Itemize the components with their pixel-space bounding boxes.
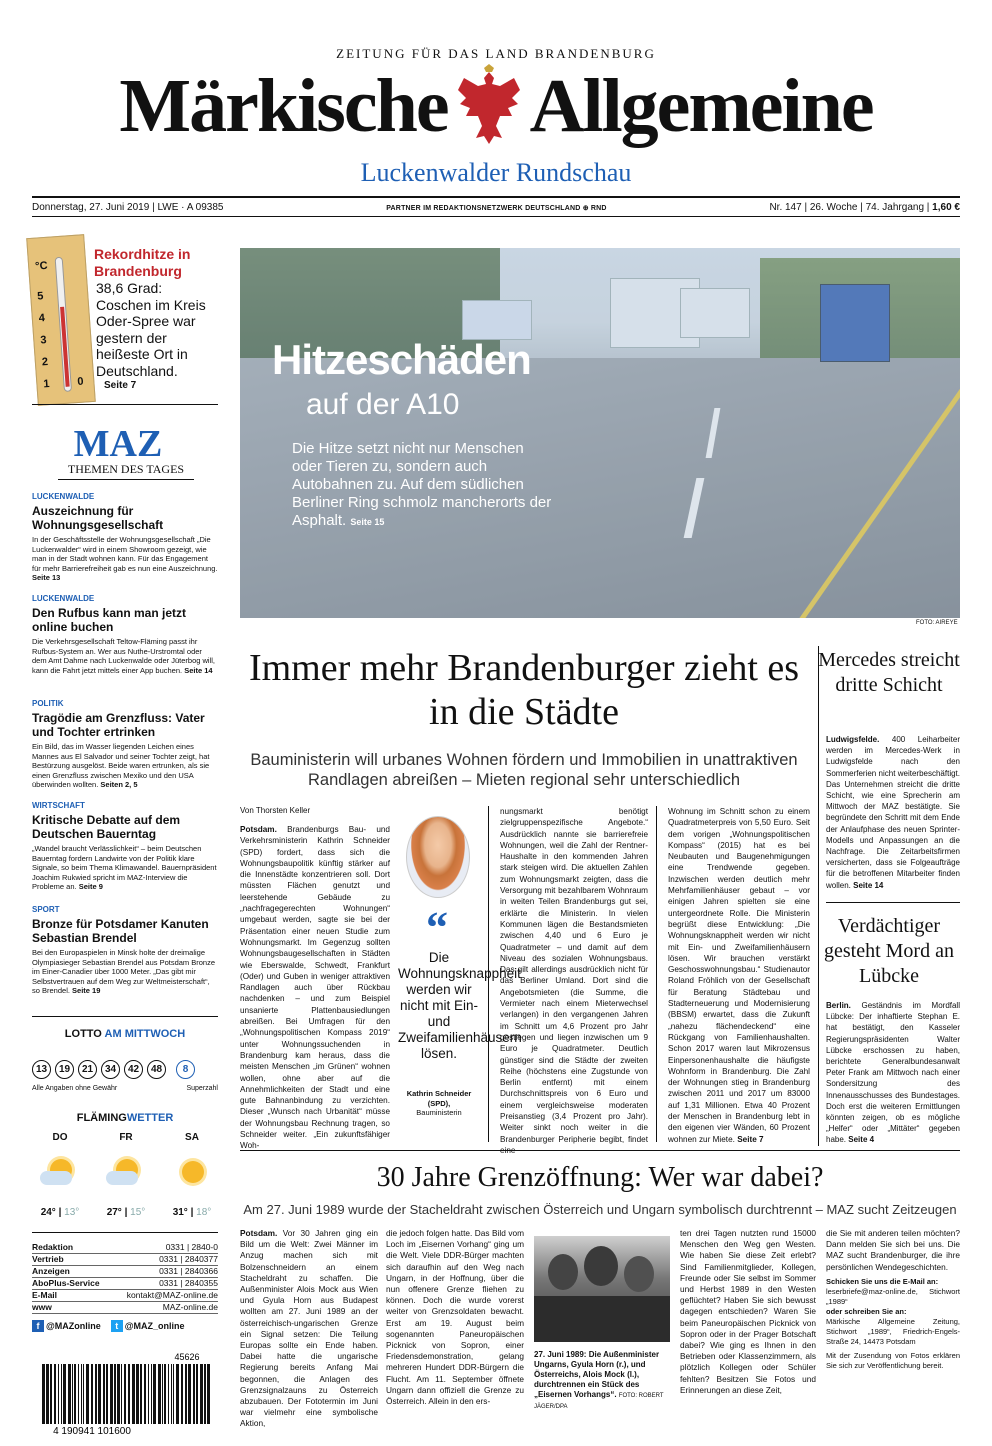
bottom-column-3: ten drei Tagen nutzten rund 15000 Menschen den Weg gen Westen. Wie haben Sie diese Zeit erlebt? Sind Familienmitglieder, Kollegen, Freunde oder Sie selbst im Sommer und Herbst 1989 in den Westen geflüchtet? Haben Sie sich bewusst dagegen entschieden? Waren Sie beim Paneuropäischen Picknick von Sopron oder in der Prager Botschaft dabei? Wie ging es Ihnen in den Betrieben oder Klassenzimmern, als plötzlich Kollegen oder Schüler fehlten? Besitzen Sie Fotos und Erinnerungen an diese Zeit, bbox=[680, 1228, 816, 1395]
weather-day: FR 27° | 15° bbox=[106, 1132, 146, 1218]
weather-day: SA 31° | 18° bbox=[172, 1132, 212, 1218]
thermometer-icon: °C 5 4 3 2 1 0 bbox=[26, 234, 96, 406]
heat-teaser-text: 38,6 Grad: Coschen im Kreis Oder-Spree war gestern der heißeste Ort in Deutschland. bbox=[96, 280, 206, 379]
facebook-icon: f bbox=[32, 1320, 44, 1332]
themen-item[interactable] bbox=[32, 492, 218, 583]
lead-column-1: Potsdam. Brandenburgs Bau- und Verkehrsministerin Kathrin Schneider (SPD) fordert, dass sich die Wohnungsbaupolitik künftig stärker auf die Innenstädte konzentrieren soll. Dort müssten Flächen genutzt und leerstehende Gebäude zu „nachfragegerechten Wohnungen“ umgebaut werden, sagte sie bei der Präsentation einer neuen Studie zum Wohnungsmarkt. Im Gegenzug sollten Wohnungsbaugesellschaften in Städten wie Eberswalde, Schwedt, Frankfurt (Oder) und Guben in weniger attraktiven Randlagen auch über Rückbau nachdenken – und zum Beispiel unsanierte Plattenbausiedlungen abreißen. Bei Umfragen für den „Wohnungspolitischen Kompass 2019“ unter Wohnungssuchenden in Brandenburg kam heraus, dass die meisten Menschen „im Grünen“ wohnen wollen, ohne aber auf die Annehmlichkeiten der Stadt und eine gute Bahnanbindung zu verzichten. Dieser „Wunsch nach Urbanität“ müsse der Wohnungsbau Rechnung tragen, so Schneider weiter. „Ein zukunftsfähiger Woh- bbox=[240, 825, 390, 1151]
bottom-deck: Am 27. Juni 1989 wurde der Stacheldraht zwischen Österreich und Ungarn symbolisch durchtrennt – MAZ sucht Zeitzeugen bbox=[243, 1202, 957, 1217]
dateline: Donnerstag, 27. Juni 2019 | LWE · A 09385 PARTNER IM REDAKTIONSNETZWERK DEUTSCHLAND ⊕ RND Nr. 147 | 26. Woche | 74. Jahrgang | 1,60 € bbox=[32, 202, 960, 213]
lead-deck: Bauministerin will urbanes Wohnen fördern und Immobilien in unattraktiven Randlagen abreißen – Mieten regional sehr unterschiedlich bbox=[250, 751, 798, 789]
sun-cloud-icon bbox=[40, 1155, 80, 1189]
divider bbox=[656, 806, 657, 1142]
price: 1,60 € bbox=[932, 202, 960, 213]
masthead-tagline: ZEITUNG FÜR DAS LAND BRANDENBURG bbox=[336, 46, 656, 61]
item-page: Seiten 2, 5 bbox=[100, 780, 138, 789]
masthead-subtitle: Luckenwalder Rundschau bbox=[360, 158, 632, 187]
mercedes-headline[interactable]: Mercedes streicht dritte Schicht bbox=[818, 649, 960, 696]
quote-attribution: Kathrin Schneider (SPD), Bauministerin bbox=[406, 1089, 472, 1117]
lotto-ball: 19 bbox=[55, 1060, 74, 1079]
barcode bbox=[32, 1350, 218, 1438]
issue-number: Nr. 147 bbox=[769, 202, 802, 213]
barcode-top: 45626 bbox=[174, 1352, 200, 1362]
rubric: POLITIK bbox=[32, 699, 64, 708]
barcode-bottom: 4 190941 101600 bbox=[53, 1426, 131, 1437]
bottom-column-4: die Sie mit anderen teilen möchten? Dann melden Sie sich bei uns. Die MAZ sucht Brandenburger, die ihre persönlichen Wendegeschichten. Schicken Sie uns die E-Mail an: leserbriefe@maz-online.de, Stichwort „1989“ oder schreiben Sie an: Märkische Allgemeine Zeitung, Stichwort „1989“, Friedrich-Engels-Straße 24, 14473 Potsdam Mit der Zusendung von Fotos erklären Sie sich zur Veröffentlichung bereit. bbox=[826, 1228, 960, 1370]
item-page: Seite 14 bbox=[184, 665, 213, 675]
luebcke-text: Berlin. Geständnis im Mordfall Lübcke: Der inhaftierte Stephan E. hat bestätigt, den Kasseler Regierungspräsidenten Walter Lübcke erschossen zu haben, berichtete Generalbundesanwalt Peter Frank am Mittwoch nach einer Sondersitzung des Innenausschusses des Bundestages. Doch erst die weiteren Ermittlungen könnten zeigen, ob es mögliche „Helfer“ oder „Mittäter“ gegeben habe. Seite 4 bbox=[826, 1001, 960, 1145]
date: Donnerstag, 27. Juni 2019 bbox=[32, 202, 150, 213]
divider bbox=[488, 806, 489, 1142]
lotto-ball: 48 bbox=[147, 1060, 166, 1079]
mercedes-text: Ludwigsfelde. 400 Leiharbeiter werden im Mercedes-Werk in Ludwigsfelde nach den Sommerferien nicht weiterbeschäftigt. Das Unternehmen streicht die dritte Schicht, wie eine Sprecherin am Mittwoch der MAZ bestätigte. Sie begründete den Schritt mit dem Ende der Anlaufphase des neuen Sprinter-Modells und Anpassungen an die Nachfrage. Die Zeitarbeitsfirmen versicherten, dass sie Folgeaufträge für die betroffenen Mitarbeiter finden wollen. Seite 14 bbox=[826, 735, 960, 890]
themen-item[interactable] bbox=[32, 594, 218, 675]
bottom-column-1: Potsdam. Vor 30 Jahren ging ein Bild um die Welt: Zwei Männer im Anzug machen sich mit Bolzenschneidern an einem Stacheldraht zu schaffen. Die Außenminister Alois Mock aus Wien und Gyula Horn aus Budapest wollten am 27. Juni 1989 an der österreichisch-ungarischen Grenze ein Signal setzen: Die Teilung Europas sollte ein Ende haben. Dabei hatte die ungarische Regierung bereits Anfang Mai begonnen, die Anlagen des Grenzsignalzauns zu Österreich abzubauen. Der Fototermin im Juni war vielmehr eine symbolische Aktion, bbox=[240, 1228, 379, 1429]
twitter-link[interactable]: t @MAZ_online bbox=[111, 1320, 185, 1332]
masthead-title bbox=[0, 58, 992, 154]
item-page: Seite 19 bbox=[72, 986, 101, 995]
lotto-ball: 34 bbox=[101, 1060, 120, 1079]
item-headline[interactable]: Den Rufbus kann man jetzt online buchen bbox=[32, 606, 187, 634]
rubric: SPORT bbox=[32, 905, 60, 914]
photo-caption: 27. Juni 1989: Die Außenminister Ungarns, Gyula Horn (r.), und Österreichs, Alois Mock (l.), durchtrennen ein Stück des „Eisernen Vorhangs“. FOTO: ROBERT JÄGER/DPA bbox=[534, 1350, 664, 1410]
sun-icon bbox=[172, 1155, 212, 1189]
week: 26. Woche bbox=[809, 202, 858, 213]
divider bbox=[240, 1150, 960, 1151]
heat-teaser-headline[interactable]: Rekordhitze in Brandenburg bbox=[94, 246, 191, 279]
lotto-title: LOTTO AM MITTWOCH bbox=[64, 1028, 186, 1040]
hero-subtitle: auf der A10 bbox=[306, 388, 460, 421]
rubric: LUCKENWALDE bbox=[32, 594, 95, 603]
email-link[interactable]: kontakt@MAZ-online.de bbox=[126, 1290, 218, 1300]
weather-day: DO 24° | 13° bbox=[40, 1132, 80, 1218]
item-text: Bei den Europaspielen in Minsk holte der dreimalige Olympiasieger Sebastian Brendel aus Potsdam Bronze im Einer-Canadier über 1000 Meter. „Das gibt mir Selbstvertrauen auf dem Weg zur Weltmeisterschaft“, so Brendel. bbox=[32, 948, 216, 995]
divider bbox=[826, 902, 960, 903]
themen-item[interactable] bbox=[32, 699, 218, 790]
divider bbox=[32, 1232, 218, 1233]
item-page: Seite 13 bbox=[32, 573, 61, 582]
portrait-photo bbox=[406, 816, 470, 898]
lead-column-2: nungsmarkt benötigt zielgruppenspezifische Angebote.“ Ausdrücklich nannte sie barrierefreie Wohnungen, weil die Zahl der Rentner-Haushalte in den kommenden Jahren stark steigen wird. Die aktuellen Zahlen zum Wohnungsmarkt zeigten, dass die Versorgung mit bezahlbarem Wohnraum in weiten Teilen Brandenburgs gut sei, erklärte die Ministerin. In vielen Kommunen lägen die Bestandsmieten zwischen 4,40 und 6 Euro je Quadratmeter – und damit auf dem Niveau des sozialen Wohnungsbaus. Das gilt allerdings ausdrücklich nicht für das Berliner Umland. Dort sind die Angebotsmieten (die Summe, die Vermieter nach einem Mieterwechsel verlangen) in den vergangenen Jahren im Schnitt um 4,6 Prozent pro Jahr gestiegen und liegen inzwischen um 9 Euro je Quadratmeter. Deutlich günstiger sind die Städte der zweiten Reihe (höchstens eine Zugstunde von Berlin entfernt) mit einem Durchschnittspreis von 6 Euro und einem vergleichsweise moderaten Preisanstieg (3,4 Prozent pro Jahr). Weiter sinkt noch weiter in die Brandenburger Peripherie begibt, findet eine bbox=[500, 807, 648, 1155]
maz-logo: MAZ bbox=[73, 423, 163, 465]
bottom-column-2: die jedoch folgen hatte. Das Bild vom Loch im „Eisernen Vorhang“ ging um die Welt. Viele DDR-Bürger machten sich daraufhin auf den Weg nach Ungarn, in der Hoffnung, über die nun offenere Grenze fliehen zu können. Doch die wurde vorerst weiter von Grenzsoldaten bewacht. Erst am 19. August beim sogenannten Paneuropäischen Picknick von Sopron, einer Friedensdemonstration, gelang mehreren Hundert DDR-Bürgern die Flucht. Am 11. September öffnete Ungarn dann offiziell die Grenze zu Österreich. Allein in den ers- bbox=[386, 1228, 524, 1407]
rubric: LUCKENWALDE bbox=[32, 492, 95, 501]
pull-quote: Die Wohnungsknappheit werden wir nicht mit Ein- und Zweifamilienhäusern lösen. bbox=[398, 950, 522, 1061]
historic-photo bbox=[534, 1236, 670, 1342]
lotto-ball: 13 bbox=[32, 1060, 51, 1079]
hero-text: Die Hitze setzt nicht nur Menschen oder Tieren zu, sondern auch Autobahnen zu. Auf dem südlichen Berliner Ring schmolz mancherorts der Asphalt. Seite 15 bbox=[292, 440, 552, 529]
reader-email[interactable]: leserbriefe@maz-online.de, Stichwort „1989“ bbox=[826, 1286, 960, 1306]
twitter-icon: t bbox=[111, 1320, 123, 1332]
divider bbox=[32, 404, 218, 405]
divider bbox=[818, 646, 819, 1146]
hero-page: Seite 15 bbox=[350, 517, 385, 527]
hero-title[interactable]: Hitzeschäden bbox=[272, 336, 531, 383]
lotto-ball: 42 bbox=[124, 1060, 143, 1079]
weather-forecast bbox=[36, 1132, 216, 1218]
hero-photo[interactable] bbox=[240, 248, 960, 618]
sun-cloud-icon bbox=[106, 1155, 146, 1189]
lead-headline[interactable]: Immer mehr Brandenburger zieht es in die Städte bbox=[248, 647, 800, 733]
masthead-title-left: Märkische bbox=[119, 64, 448, 148]
quote-icon: “ bbox=[426, 903, 448, 952]
item-text: In der Geschäftsstelle der Wohnungsgesellschaft „Die Luckenwalder“ wird in einem Showroom gezeigt, wie man in der Stadt wohnen kann. Für das Engagement für mehr Barrierefreiheit gab es nun eine Auszeichnung. bbox=[32, 535, 218, 573]
lead-author: Von Thorsten Keller bbox=[240, 806, 311, 815]
item-text: Die Verkehrsgesellschaft Teltow-Fläming passt ihr Rufbus-System an. Wer aus Nuthe-Urstromtal oder dem Amt Dahme nach Luckenwalde oder Jüterbog will, kann die Fahrt jetzt mittels einer App buchen. bbox=[32, 637, 216, 675]
contact-box: Redaktion 0331 | 2840-0 Vertrieb 0331 | 2840377 Anzeigen 0331 | 2840366 AboPlus-Service 0331 | 2840355 E-Mail kontakt@MAZ-online.de www MAZ-online.de bbox=[32, 1242, 218, 1312]
lead-column-3: Wohnung im Schnitt schon zu einem Quadratmeterpreis von 5,50 Euro. Seit dem vorigen „Wohnungspolitischen Kompass“ (2015) hat es bei Neubauten und Baugenehmigungen eine Trendwende gegeben. Inzwischen werden deutlich mehr Mehrfamilienhäuser gebaut – vor einigen Jahren spielten sie eine untergeordnete Rolle. Die Ministerin begrüßt diese Entwicklung: „Die Wohnungsknappheit werden wir nicht mit Ein- und Zweifamilienhäusern lösen. Wir brauchen verstärkt Geschosswohnungsbau.“ Studienautor Roland Fröhlich von der Gesellschaft für Beratung Städtebau und Stadterneuerung und Modernisierung (BBSM) erwartet, dass die Zukunft „nahezu flächendeckend“ eine Rückgang von Familienhaushalten. Schon 2017 waren laut Mikrozensus Einpersonenhaushalte die häufigste Wohnform in Brandenburg. Die Zahl der Wohnungen stieg in Brandenburg zwischen 2011 und 2017 um 83000 auf 1,31 Millionen. Etwa 40 Prozent der Menschen in Brandenburg lebt in den eigenen vier Wänden, 60 Prozent wohnen zur Miete. Seite 7 bbox=[668, 807, 810, 1144]
themen-item[interactable] bbox=[32, 905, 218, 996]
lotto-ball: 21 bbox=[78, 1060, 97, 1079]
rubric: WIRTSCHAFT bbox=[32, 801, 85, 810]
photo-credit: FOTO: AIREYE bbox=[916, 620, 958, 626]
partner-line: PARTNER IM REDAKTIONSNETZWERK DEUTSCHLAND ⊕ RND bbox=[386, 204, 607, 212]
themen-item[interactable] bbox=[32, 801, 218, 892]
luebcke-headline[interactable]: Verdächtiger gesteht Mord an Lübcke bbox=[824, 915, 954, 987]
item-headline[interactable]: Kritische Debatte auf dem Deutschen Bauerntag bbox=[32, 813, 181, 841]
divider bbox=[32, 1016, 218, 1017]
heat-teaser-page[interactable]: Seite 7 bbox=[104, 380, 137, 391]
brandenburg-eagle-icon bbox=[454, 64, 524, 150]
item-text: Ein Bild, das im Wasser liegenden Leichen eines Mannes aus El Salvador und seiner Tochter zeigt, hat Bestürzung ausgelöst. Beide waren ertrunken, als sie einen Grenzfluss zwischen Mexiko und den USA überwinden wollten. bbox=[32, 742, 210, 789]
facebook-link[interactable]: f @MAZonline bbox=[32, 1320, 101, 1332]
themen-title: THEMEN DES TAGES bbox=[58, 462, 194, 480]
divider bbox=[32, 216, 960, 217]
weather-title: FLÄMINGWETTER bbox=[76, 1112, 174, 1124]
lotto-notes: Alle Angaben ohne Gewähr Superzahl bbox=[32, 1085, 218, 1092]
item-page: Seite 9 bbox=[78, 882, 103, 891]
item-headline[interactable]: Tragödie am Grenzfluss: Vater und Tochter ertrinken bbox=[32, 711, 205, 739]
bottom-headline[interactable]: 30 Jahre Grenzöffnung: Wer war dabei? bbox=[376, 1162, 824, 1193]
masthead-title-right: Allgemeine bbox=[529, 64, 873, 148]
lotto-superzahl: 8 bbox=[176, 1060, 195, 1079]
social-links bbox=[32, 1320, 218, 1332]
lotto-numbers bbox=[32, 1060, 218, 1079]
divider bbox=[32, 196, 960, 198]
volume: 74. Jahrgang bbox=[865, 202, 925, 213]
item-text: „Wandel braucht Verlässlichkeit“ – beim Deutschen Bauerntag fordern Landwirte von der Politik klare Signale, so beim Thema Klimawandel. Bauernpräsident Joachim Rukwied spricht im MAZ-Interview die Probleme an. bbox=[32, 844, 217, 891]
item-headline[interactable]: Auszeichnung für Wohnungsgesellschaft bbox=[32, 504, 164, 532]
edition: LWE · A 09385 bbox=[157, 202, 224, 213]
website-link[interactable]: MAZ-online.de bbox=[162, 1302, 218, 1312]
item-headline[interactable]: Bronze für Potsdamer Kanuten Sebastian Brendel bbox=[32, 917, 209, 945]
